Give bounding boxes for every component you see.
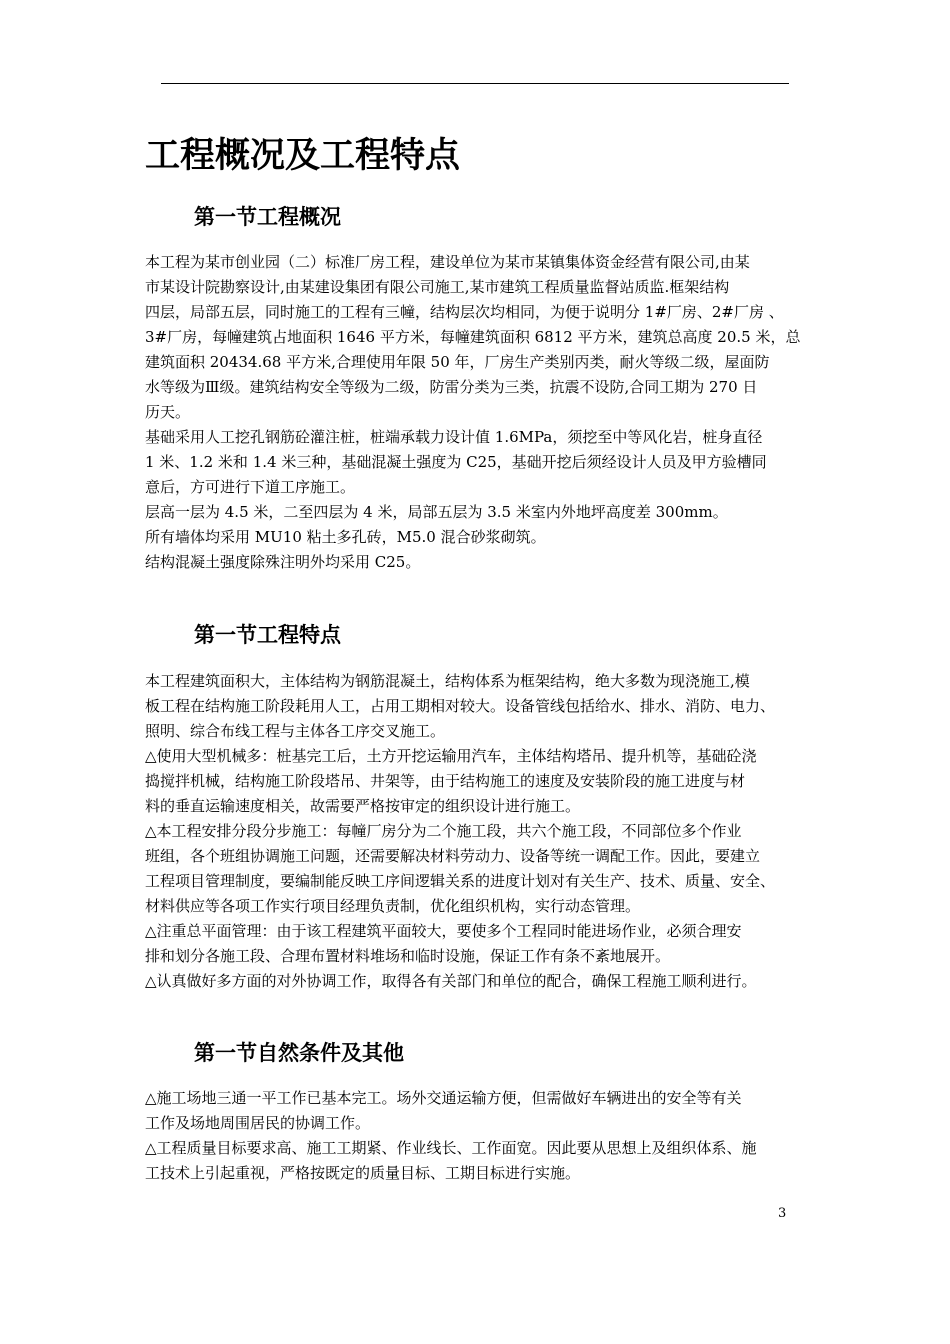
paragraph: △施工场地三通一平工作已基本完工。场外交通运输方便，但需做好车辆进出的安全等有关 工作及场地周围居民的协调工作。	[145, 1089, 742, 1132]
section-body-features	[145, 669, 825, 994]
document-title: 工程概况及工程特点	[145, 136, 461, 176]
section-body-natural-conditions	[145, 1086, 825, 1186]
paragraph: △工程质量目标要求高、施工工期紧、作业线长、工作面宽。因此要从思想上及组织体系、施 工技术上引起重视，严格按既定的质量目标、工期目标进行实施。	[145, 1139, 757, 1182]
header-rule	[161, 83, 789, 84]
page-number: 3	[778, 1206, 787, 1221]
paragraph: 基础采用人工挖孔钢筋砼灌注桩，桩端承载力设计值 1.6MPa，须挖至中等风化岩，桩身直径 1 米、1.2 米和 1.4 米三种，基础混凝土强度为 C25，基础开挖后须经设计人员及甲方验槽同 意后，方可进行下道工序施工。	[145, 428, 767, 496]
section-heading-overview: 第一节工程概况	[194, 205, 341, 229]
paragraph: 本工程为某市创业园（二）标准厂房工程，建设单位为某市某镇集体资金经营有限公司,由某 市某设计院勘察设计,由某建设集团有限公司施工,某市建筑工程质量监督站质监.框架结构 四层，局部五层，同时施工的工程有三幢，结构层次均相同，为便于说明分 1#厂房、2#厂房 、 3#厂房，每幢建筑占地面积 1646 平方米，每幢建筑面积 6812 平方米，建筑总高度 20.5 米，总 建筑面积 20434.68 平方米,合理使用年限 50 年，厂房生产类别丙类，耐火等级二级，屋面防 水等级为Ⅲ级。建筑结构安全等级为二级，防雷分类为三类，抗震不设防,合同工期为 270 日 历天。	[145, 253, 801, 421]
section-heading-natural-conditions: 第一节自然条件及其他	[194, 1041, 404, 1065]
paragraph: 结构混凝土强度除殊注明外均采用 C25。	[145, 553, 421, 571]
paragraph: △注重总平面管理：由于该工程建筑平面较大，要使多个工程同时能进场作业，必须合理安 排和划分各施工段、合理布置材料堆场和临时设施，保证工作有条不紊地展开。	[145, 922, 742, 965]
paragraph: △本工程安排分段分步施工：每幢厂房分为二个施工段，共六个施工段，不同部位多个作业 班组，各个班组协调施工问题，还需要解决材料劳动力、设备等统一调配工作。因此，要建立 工程项目管理制度，要编制能反映工序间逻辑关系的进度计划对有关生产、技术、质量、安全、 材料供应等各项工作实行项目经理负责制，优化组织机构，实行动态管理。	[145, 822, 776, 915]
paragraph: △认真做好多方面的对外协调工作，取得各有关部门和单位的配合，确保工程施工顺利进行。	[145, 972, 757, 990]
paragraph: 层高一层为 4.5 米，二至四层为 4 米，局部五层为 3.5 米室内外地坪高度差 300mm。	[145, 503, 728, 521]
section-body-overview	[145, 250, 825, 575]
section-heading-features: 第一节工程特点	[194, 623, 341, 647]
paragraph: 所有墙体均采用 MU10 粘土多孔砖，M5.0 混合砂浆砌筑。	[145, 528, 546, 546]
paragraph: 本工程建筑面积大，主体结构为钢筋混凝土，结构体系为框架结构，绝大多数为现浇施工,模 板工程在结构施工阶段耗用人工，占用工期相对较大。设备管线包括给水、排水、消防、电力、 照明、综合布线工程与主体各工序交叉施工。	[145, 672, 776, 740]
paragraph: △使用大型机械多：桩基完工后，土方开挖运输用汽车，主体结构塔吊、提升机等，基础砼浇 捣搅拌机械，结构施工阶段塔吊、井架等，由于结构施工的速度及安装阶段的施工进度与材 料的垂直运输速度相关，故需要严格按审定的组织设计进行施工。	[145, 747, 757, 815]
